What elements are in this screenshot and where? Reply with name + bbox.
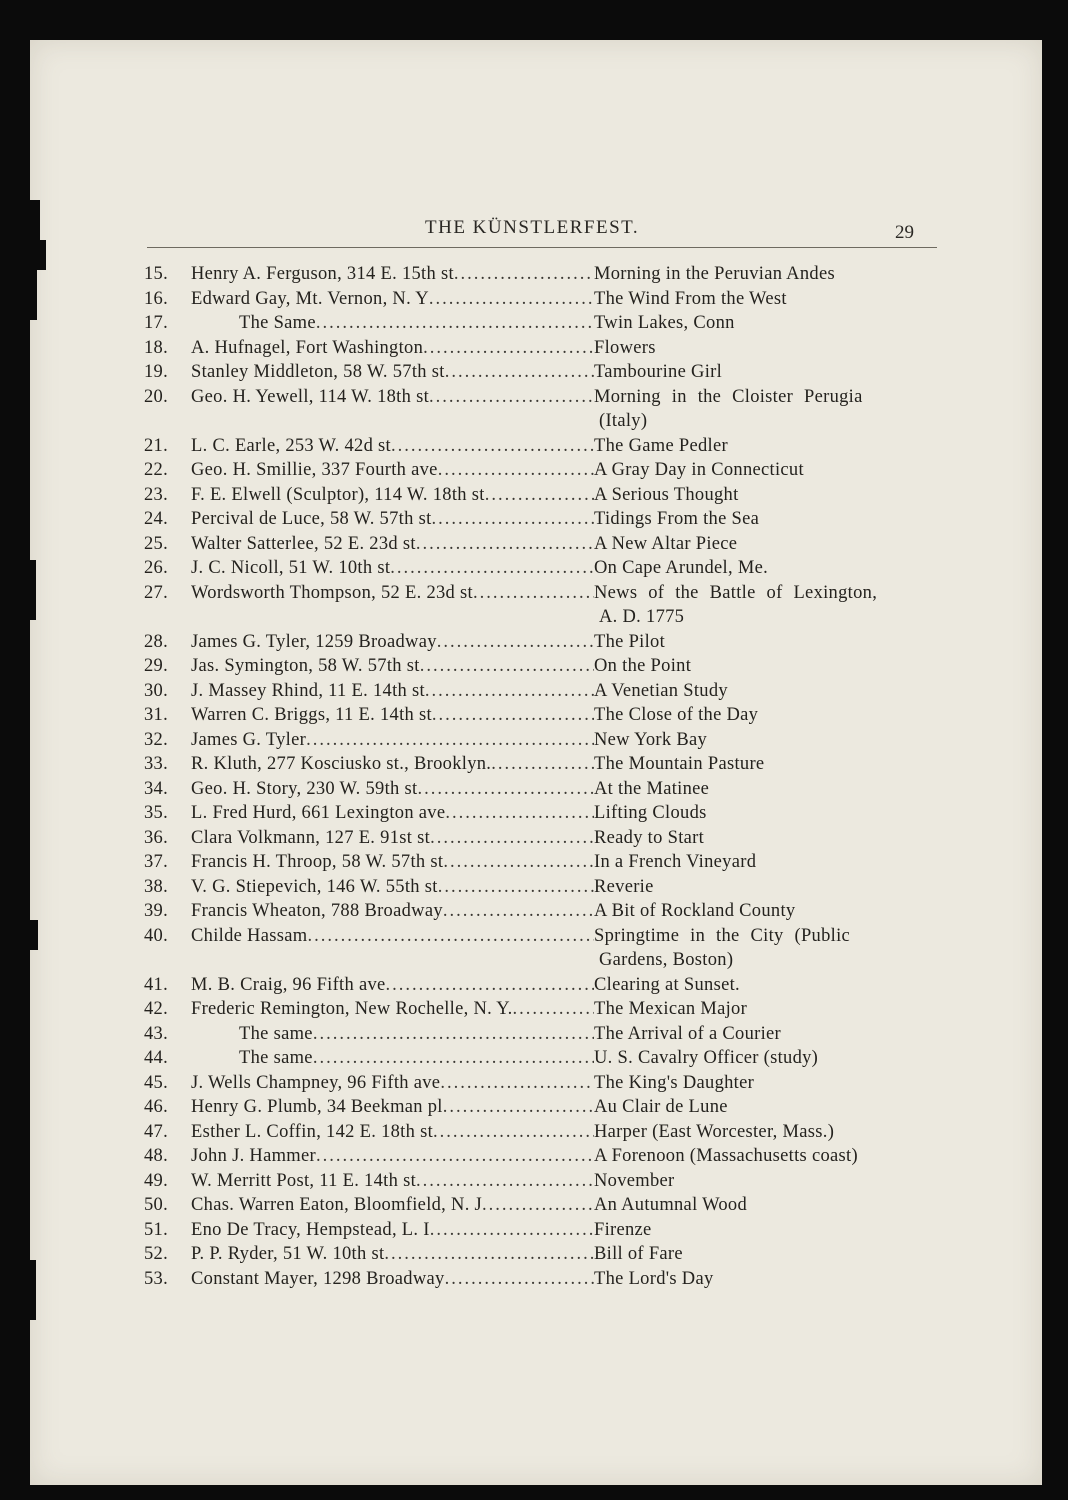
list-item xyxy=(142,360,932,385)
entry-artist: Walter Satterlee, 52 E. 23d st xyxy=(191,533,416,554)
entry-artist: The Same xyxy=(239,313,316,333)
dot-leader xyxy=(473,581,594,606)
dot-leader xyxy=(491,752,594,777)
entry-title: Springtime in the City (Public xyxy=(594,925,851,946)
entry-title: The Mountain Pasture xyxy=(594,754,765,774)
entry-artist: The same xyxy=(239,1023,313,1044)
dot-leader xyxy=(384,1242,594,1267)
list-item xyxy=(142,1046,932,1071)
entry-artist: Constant Mayer, 1298 Broadway xyxy=(191,1268,445,1289)
entry-title-continuation: (Italy) xyxy=(599,411,648,431)
dot-leader xyxy=(313,1022,594,1047)
entry-number: 29. xyxy=(144,656,169,676)
entry-title: Tambourine Girl xyxy=(594,362,723,382)
entry-title: A Forenoon (Massachusetts coast) xyxy=(594,1146,858,1166)
entry-artist: J. C. Nicoll, 51 W. 10th st xyxy=(191,558,391,578)
entry-number: 21. xyxy=(144,435,169,456)
list-item xyxy=(142,483,932,508)
entry-artist-cell xyxy=(191,1169,594,1194)
dot-leader xyxy=(386,973,594,998)
dot-leader xyxy=(316,311,594,336)
entry-number: 15. xyxy=(144,264,169,284)
list-item xyxy=(142,654,932,679)
entry-title: Lifting Clouds xyxy=(594,803,707,823)
torn-edge xyxy=(30,200,40,240)
entry-number: 24. xyxy=(144,509,169,529)
entry-artist: Jas. Symington, 58 W. 57th st xyxy=(191,656,420,676)
dot-leader xyxy=(429,385,594,410)
list-item xyxy=(142,287,932,312)
entry-artist: Geo. H. Yewell, 114 W. 18th st xyxy=(191,386,430,407)
list-item xyxy=(142,875,932,900)
entry-title: At the Matinee xyxy=(594,778,710,799)
list-item xyxy=(142,801,932,826)
entry-title: The Game Pedler xyxy=(594,435,728,456)
entry-artist: Chas. Warren Eaton, Bloomfield, N. J xyxy=(191,1195,483,1215)
list-item xyxy=(142,556,932,581)
list-item xyxy=(142,458,932,483)
entry-artist: F. E. Elwell (Sculptor), 114 W. 18th st xyxy=(191,484,485,505)
entry-number: 28. xyxy=(144,631,169,652)
entry-artist-cell xyxy=(191,973,594,998)
dot-leader xyxy=(445,360,594,385)
entry-title: A Gray Day in Connecticut xyxy=(594,460,804,480)
entry-artist: Stanley Middleton, 58 W. 57th st xyxy=(191,362,445,382)
entry-title-block xyxy=(594,385,932,434)
entry-number: 30. xyxy=(144,680,169,701)
dot-leader xyxy=(432,703,594,728)
entry-number: 35. xyxy=(144,803,169,823)
entry-number: 46. xyxy=(144,1097,169,1117)
entry-artist-cell xyxy=(191,924,594,949)
entry-number: 45. xyxy=(144,1072,169,1093)
list-item xyxy=(142,385,932,434)
entry-title-continuation: A. D. 1775 xyxy=(599,607,685,627)
dot-leader xyxy=(482,1193,594,1218)
entry-number: 50. xyxy=(144,1195,169,1215)
entry-artist: Warren C. Briggs, 11 E. 14th st xyxy=(191,705,432,725)
entry-title: Reverie xyxy=(594,876,654,897)
list-item xyxy=(142,1144,932,1169)
entry-number: 49. xyxy=(144,1170,169,1191)
header-rule xyxy=(147,247,937,248)
entry-artist: Geo. H. Story, 230 W. 59th st xyxy=(191,778,418,799)
dot-leader xyxy=(307,924,594,949)
entry-artist-cell xyxy=(191,581,594,606)
entry-artist: James G. Tyler, 1259 Broadway xyxy=(191,631,437,652)
entry-title: The Close of the Day xyxy=(594,705,759,725)
list-item xyxy=(142,262,932,287)
document-page xyxy=(30,40,1042,1485)
dot-leader xyxy=(390,556,594,581)
entry-title: Twin Lakes, Conn xyxy=(594,313,735,333)
entry-artist: Francis H. Throop, 58 W. 57th st xyxy=(191,852,444,872)
entry-artist-cell xyxy=(191,507,594,532)
entry-number: 41. xyxy=(144,974,169,995)
entry-title: Harper (East Worcester, Mass.) xyxy=(594,1121,835,1142)
list-item xyxy=(142,1218,932,1243)
page-number: 29 xyxy=(895,222,914,243)
entry-number: 47. xyxy=(144,1121,169,1142)
entry-number: 44. xyxy=(144,1048,169,1068)
list-item xyxy=(142,728,932,753)
list-item xyxy=(142,1267,932,1292)
torn-edge xyxy=(30,240,46,270)
dot-leader xyxy=(417,777,594,802)
entry-title: The Wind From the West xyxy=(594,288,787,309)
entry-number: 25. xyxy=(144,533,169,554)
list-item xyxy=(142,581,932,630)
entry-title: Tidings From the Sea xyxy=(594,509,760,529)
entry-artist-cell xyxy=(191,801,594,826)
dot-leader xyxy=(313,1046,594,1071)
entry-artist-cell xyxy=(191,262,594,287)
entry-title: Firenze xyxy=(594,1219,652,1240)
entry-title: An Autumnal Wood xyxy=(594,1195,748,1215)
entry-artist-cell xyxy=(191,336,594,361)
dot-leader xyxy=(445,801,594,826)
torn-edge xyxy=(30,920,38,950)
entry-title-continuation: Gardens, Boston) xyxy=(599,950,734,970)
entry-artist: V. G. Stiepevich, 146 W. 55th st xyxy=(191,876,438,897)
torn-edge xyxy=(30,1260,36,1320)
entry-number: 51. xyxy=(144,1219,169,1240)
dot-leader xyxy=(513,997,594,1022)
list-item xyxy=(142,1022,932,1047)
dot-leader xyxy=(430,1218,594,1243)
entry-number: 20. xyxy=(144,386,169,407)
entry-artist-cell xyxy=(191,899,594,924)
list-item xyxy=(142,826,932,851)
entry-title: Morning in the Cloister Perugia xyxy=(594,386,863,407)
list-item xyxy=(142,1095,932,1120)
dot-leader xyxy=(454,262,594,287)
entry-artist: Edward Gay, Mt. Vernon, N. Y xyxy=(191,288,429,309)
entry-title: Flowers xyxy=(594,337,656,358)
entry-artist-cell xyxy=(191,1144,594,1169)
entry-number: 36. xyxy=(144,827,169,848)
list-item xyxy=(142,924,932,973)
dot-leader xyxy=(485,483,594,508)
entry-artist-cell xyxy=(191,997,594,1022)
entry-title: New York Bay xyxy=(594,729,708,750)
dot-leader xyxy=(416,1169,594,1194)
entry-artist-cell xyxy=(191,1022,594,1047)
entry-artist-cell xyxy=(191,311,594,336)
entry-artist: Eno De Tracy, Hempstead, L. I xyxy=(191,1219,430,1240)
entry-title: On Cape Arundel, Me. xyxy=(594,558,769,578)
entry-artist: A. Hufnagel, Fort Washington xyxy=(191,337,424,358)
entry-title-block xyxy=(594,924,932,973)
entry-title: Bill of Fare xyxy=(594,1244,683,1264)
list-item xyxy=(142,434,932,459)
entry-number: 34. xyxy=(144,778,169,799)
list-item xyxy=(142,1120,932,1145)
entry-artist-cell xyxy=(191,1267,594,1292)
dot-leader xyxy=(443,850,594,875)
entry-number: 23. xyxy=(144,484,169,505)
entry-artist: J. Wells Champney, 96 Fifth ave xyxy=(191,1072,441,1093)
entry-artist-cell xyxy=(191,777,594,802)
list-item xyxy=(142,1242,932,1267)
dot-leader xyxy=(420,654,594,679)
entry-title: The Mexican Major xyxy=(594,999,748,1019)
dot-leader xyxy=(416,532,594,557)
list-item xyxy=(142,899,932,924)
entry-title: A Bit of Rockland County xyxy=(594,901,796,921)
running-title: THE KÜNSTLERFEST. xyxy=(425,217,640,238)
entry-number: 52. xyxy=(144,1244,169,1264)
entry-artist-cell xyxy=(191,532,594,557)
entry-title: News of the Battle of Lexington, xyxy=(594,582,878,603)
exhibit-list xyxy=(142,262,932,1291)
list-item xyxy=(142,311,932,336)
entry-title: A New Altar Piece xyxy=(594,533,738,554)
entry-number: 38. xyxy=(144,876,169,897)
entry-artist: W. Merritt Post, 11 E. 14th st xyxy=(191,1170,417,1191)
entry-artist: P. P. Ryder, 51 W. 10th st xyxy=(191,1244,385,1264)
entry-artist-cell xyxy=(191,875,594,900)
entry-title: The Pilot xyxy=(594,631,666,652)
entry-number: 19. xyxy=(144,362,169,382)
entry-artist-cell xyxy=(191,1095,594,1120)
entry-artist-cell xyxy=(191,826,594,851)
entry-number: 31. xyxy=(144,705,169,725)
list-item xyxy=(142,997,932,1022)
entry-number: 26. xyxy=(144,558,169,578)
list-item xyxy=(142,336,932,361)
entry-artist-cell xyxy=(191,728,594,753)
torn-edge xyxy=(30,270,37,320)
entry-number: 43. xyxy=(144,1023,169,1044)
entry-title: U. S. Cavalry Officer (study) xyxy=(594,1048,819,1068)
entry-artist-cell xyxy=(191,1242,594,1267)
dot-leader xyxy=(440,1071,594,1096)
entry-number: 37. xyxy=(144,852,169,872)
list-item xyxy=(142,679,932,704)
entry-number: 48. xyxy=(144,1146,169,1166)
entry-number: 53. xyxy=(144,1268,169,1289)
list-item xyxy=(142,630,932,655)
entry-artist: J. Massey Rhind, 11 E. 14th st xyxy=(191,680,425,701)
dot-leader xyxy=(429,287,594,312)
dot-leader xyxy=(423,336,594,361)
entry-number: 40. xyxy=(144,925,169,946)
entry-artist-cell xyxy=(191,850,594,875)
entry-number: 32. xyxy=(144,729,169,750)
entry-artist-cell xyxy=(191,483,594,508)
entry-artist-cell xyxy=(191,654,594,679)
dot-leader xyxy=(443,899,594,924)
entry-artist: R. Kluth, 277 Kosciusko st., Brooklyn. xyxy=(191,754,492,774)
dot-leader xyxy=(433,1120,594,1145)
entry-title: Morning in the Peruvian Andes xyxy=(594,264,835,284)
list-item xyxy=(142,973,932,998)
entry-artist-cell xyxy=(191,434,594,459)
entry-artist-cell xyxy=(191,360,594,385)
list-item xyxy=(142,850,932,875)
entry-artist: M. B. Craig, 96 Fifth ave xyxy=(191,974,386,995)
entry-artist: L. C. Earle, 253 W. 42d st xyxy=(191,435,391,456)
entry-title-block xyxy=(594,581,932,630)
dot-leader xyxy=(443,1095,594,1120)
entry-number: 17. xyxy=(144,313,169,333)
entry-artist-cell xyxy=(191,1071,594,1096)
entry-artist: Esther L. Coffin, 142 E. 18th st xyxy=(191,1121,434,1142)
entry-number: 33. xyxy=(144,754,169,774)
entry-artist-cell xyxy=(191,1218,594,1243)
dot-leader xyxy=(438,875,594,900)
entry-artist-cell xyxy=(191,458,594,483)
entry-artist-cell xyxy=(191,1046,594,1071)
dot-leader xyxy=(438,458,594,483)
entry-title: A Venetian Study xyxy=(594,680,728,701)
list-item xyxy=(142,1193,932,1218)
entry-title: On the Point xyxy=(594,656,692,676)
list-item xyxy=(142,532,932,557)
entry-artist: Clara Volkmann, 127 E. 91st st xyxy=(191,827,431,848)
entry-artist: John J. Hammer xyxy=(191,1146,316,1166)
entry-artist: Frederic Remington, New Rochelle, N. Y. xyxy=(191,999,513,1019)
entry-title: Clearing at Sunset. xyxy=(594,974,740,995)
entry-artist-cell xyxy=(191,703,594,728)
entry-artist-cell xyxy=(191,1120,594,1145)
list-item xyxy=(142,777,932,802)
torn-edge xyxy=(30,560,36,620)
entry-title: The Arrival of a Courier xyxy=(594,1023,781,1044)
entry-artist-cell xyxy=(191,287,594,312)
entry-artist-cell xyxy=(191,556,594,581)
entry-title: In a French Vineyard xyxy=(594,852,757,872)
entry-title: A Serious Thought xyxy=(594,484,739,505)
dot-leader xyxy=(445,1267,594,1292)
entry-title: Au Clair de Lune xyxy=(594,1097,728,1117)
list-item xyxy=(142,1169,932,1194)
entry-number: 16. xyxy=(144,288,169,309)
entry-artist-cell xyxy=(191,1193,594,1218)
dot-leader xyxy=(437,630,594,655)
list-item xyxy=(142,1071,932,1096)
dot-leader xyxy=(432,507,594,532)
entry-artist: The same xyxy=(239,1048,313,1068)
entry-artist: Childe Hassam xyxy=(191,925,308,946)
entry-artist: James G. Tyler xyxy=(191,729,307,750)
entry-title: The Lord's Day xyxy=(594,1268,714,1289)
dot-leader xyxy=(391,434,594,459)
entry-number: 42. xyxy=(144,999,169,1019)
list-item xyxy=(142,752,932,777)
entry-artist: Henry G. Plumb, 34 Beekman pl xyxy=(191,1097,443,1117)
entry-artist-cell xyxy=(191,630,594,655)
entry-artist: Henry A. Ferguson, 314 E. 15th st xyxy=(191,264,454,284)
entry-title: The King's Daughter xyxy=(594,1072,755,1093)
dot-leader xyxy=(425,679,594,704)
entry-artist-cell xyxy=(191,679,594,704)
entry-artist: Percival de Luce, 58 W. 57th st xyxy=(191,509,432,529)
dot-leader xyxy=(316,1144,594,1169)
dot-leader xyxy=(430,826,594,851)
entry-title: November xyxy=(594,1170,675,1191)
entry-number: 27. xyxy=(144,582,169,603)
entry-artist-cell xyxy=(191,385,594,410)
entry-artist: Geo. H. Smillie, 337 Fourth ave xyxy=(191,460,438,480)
entry-number: 18. xyxy=(144,337,169,358)
entry-number: 39. xyxy=(144,901,169,921)
list-item xyxy=(142,703,932,728)
entry-number: 22. xyxy=(144,460,169,480)
list-item xyxy=(142,507,932,532)
entry-title: Ready to Start xyxy=(594,827,705,848)
dot-leader xyxy=(306,728,594,753)
entry-artist: L. Fred Hurd, 661 Lexington ave xyxy=(191,803,446,823)
entry-artist: Wordsworth Thompson, 52 E. 23d st xyxy=(191,582,473,603)
entry-artist: Francis Wheaton, 788 Broadway xyxy=(191,901,443,921)
entry-artist-cell xyxy=(191,752,594,777)
